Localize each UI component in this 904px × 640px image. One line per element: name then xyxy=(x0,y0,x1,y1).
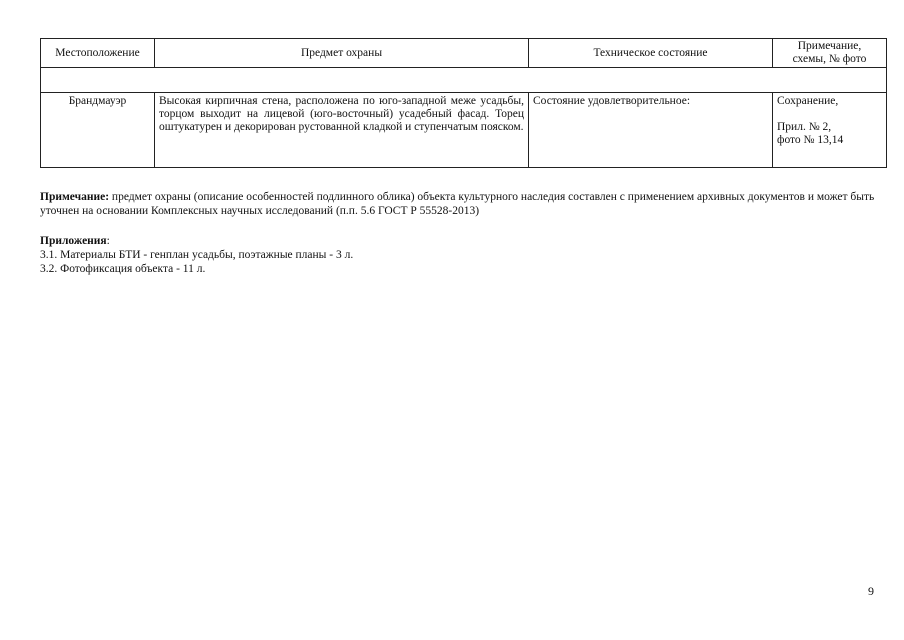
spacer-cell xyxy=(41,68,887,93)
note-label: Примечание: xyxy=(40,191,110,203)
notes-gap xyxy=(777,108,882,121)
header-notes-line2: схемы, № фото xyxy=(792,53,867,65)
header-notes-line1: Примечание, xyxy=(797,40,862,52)
header-notes xyxy=(773,39,887,68)
notes-line1: Сохранение, xyxy=(777,95,839,107)
header-location: Местоположение xyxy=(41,39,155,68)
notes-line2: Прил. № 2, xyxy=(777,121,832,133)
notes-line3: фото № 13,14 xyxy=(777,134,844,146)
cell-condition: Состояние удовлетворительное: xyxy=(529,93,773,168)
appendix-heading xyxy=(40,234,886,248)
appendix-section xyxy=(40,234,886,276)
table-row xyxy=(41,93,887,168)
cell-notes xyxy=(773,93,887,168)
page-number: 9 xyxy=(868,584,874,598)
protection-table xyxy=(40,38,887,168)
appendix-title: Приложения xyxy=(40,235,107,247)
appendix-item: 3.1. Материалы БТИ - генплан усадьбы, поэтажные планы - 3 л. xyxy=(40,249,354,261)
cell-subject: Высокая кирпичная стена, расположена по юго-западной меже усадьбы, торцом выходит на лицевой (юго-восточный) усадебный фасад. Торец оштукатурен и декорирован рустованной кладкой и ступенчатым пояском. xyxy=(155,93,529,168)
table-header-row xyxy=(41,39,887,68)
appendix-title-suffix: : xyxy=(106,235,110,247)
appendix-item: 3.2. Фотофиксация объекта - 11 л. xyxy=(40,263,206,275)
table-spacer-row xyxy=(41,68,887,93)
header-subject: Предмет охраны xyxy=(155,39,529,68)
note-text: предмет охраны (описание особенностей подлинного облика) объекта культурного наследия составлен с применением архивных документов и может быть уточнен на основании Комплексных научных исследований (п.п. 5.6 ГОСТ Р 55528-2013) xyxy=(40,191,875,217)
cell-location: Брандмауэр xyxy=(41,93,155,168)
header-condition: Техническое состояние xyxy=(529,39,773,68)
note-paragraph xyxy=(40,190,886,218)
